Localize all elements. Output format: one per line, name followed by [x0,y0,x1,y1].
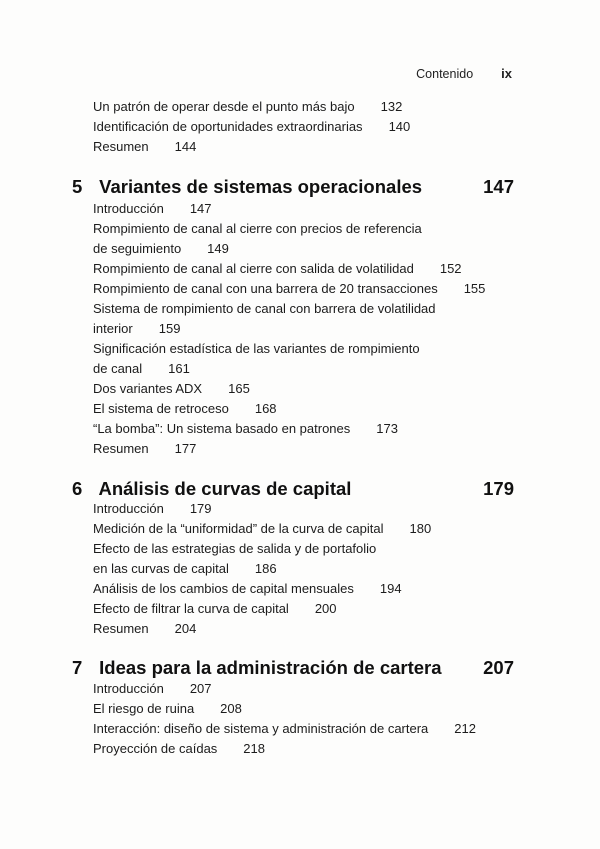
toc-entry [93,439,196,459]
toc-entry-page: 186 [254,561,277,576]
toc-entry-page: 204 [174,621,197,636]
toc-entry [93,579,402,599]
toc-entry [93,739,265,759]
toc-entry [93,259,462,279]
toc-entry [93,137,196,157]
chapter-heading [72,176,514,198]
chapter-page: 207 [483,657,514,678]
toc-entry-text: Introducción [93,681,164,696]
toc-entry [93,219,422,239]
toc-entry-text: Rompimiento de canal con una barrera de 20 transacciones [93,281,438,296]
toc-entry-text: de canal [93,361,143,376]
toc-entry-text: El riesgo de ruina [93,701,195,716]
chapter-number: 6 [72,478,83,499]
chapter-heading [72,657,514,679]
toc-entry-page: 149 [207,241,229,256]
toc-entry-page: 179 [189,501,212,516]
toc-entry-text: Resumen [93,139,149,154]
toc-entry-text: Introducción [93,501,164,516]
toc-entry [93,719,476,739]
toc-entry-page: 173 [376,421,398,436]
toc-entry-text: Identificación de oportunidades extraordinarias [93,119,363,134]
toc-entry-text: Efecto de las estrategias de salida y de portafolio [93,541,377,556]
toc-entry-page: 161 [168,361,190,376]
toc-entry-page: 177 [174,441,197,456]
toc-entry [93,499,212,519]
toc-entry-text: Análisis de los cambios de capital mensuales [93,581,354,596]
toc-entry-text: Introducción [93,201,164,216]
toc-entry-page: 212 [454,721,476,736]
toc-entry-text: Un patrón de operar desde el punto más bajo [93,99,355,114]
toc-entry-text: El sistema de retroceso [93,401,229,416]
toc-entry [93,559,277,579]
chapter-heading [72,478,514,500]
toc-entry-page: 165 [228,381,250,396]
toc-entry-text: “La bomba”: Un sistema basado en patrones [93,421,351,436]
toc-entry-text: Interacción: diseño de sistema y administración de cartera [93,721,429,736]
toc-entry-text: Resumen [93,621,149,636]
toc-entry-text: en las curvas de capital [93,561,229,576]
chapter-page: 147 [483,176,514,197]
page-folio: ix [501,66,512,81]
toc-entry [93,117,410,137]
toc-entry-text: Medición de la “uniformidad” de la curva de capital [93,521,384,536]
toc-entry [93,379,250,399]
toc-entry-text: Dos variantes ADX [93,381,203,396]
toc-entry-page: 152 [439,261,462,276]
toc-entry-page: 180 [409,521,432,536]
toc-entry-page: 140 [388,119,411,134]
toc-entry [93,239,229,259]
chapter-title: Análisis de curvas de capital [98,478,352,499]
running-header-title: Contenido [416,67,474,81]
toc-entry-page: 208 [220,701,242,716]
toc-entry-text: Significación estadística de las variantes de rompimiento [93,341,420,356]
toc-entry [93,679,212,699]
toc-entry-page: 159 [158,321,181,336]
chapter-title: Variantes de sistemas operacionales [99,176,423,197]
toc-entry [93,519,431,539]
toc-entry [93,599,337,619]
toc-entry-page: 168 [254,401,277,416]
toc-entry-text: interior [93,321,133,336]
toc-entry-page: 207 [189,681,212,696]
chapter-title: Ideas para la administración de cartera [99,657,442,678]
toc-entry-text: Rompimiento de canal al cierre con salida de volatilidad [93,261,414,276]
toc-entry [93,619,196,639]
running-header [416,66,512,81]
toc-entry [93,299,436,319]
toc-entry-page: 218 [243,741,265,756]
toc-entry [93,699,242,719]
toc-entry [93,199,212,219]
toc-entry [93,419,398,439]
toc-entry [93,339,420,359]
toc-entry-page: 155 [463,281,486,296]
chapter-number: 7 [72,657,83,678]
toc-entry-page: 144 [174,139,197,154]
toc-entry-text: Efecto de filtrar la curva de capital [93,601,289,616]
toc-entry [93,359,190,379]
toc-entry [93,97,402,117]
chapter-number: 5 [72,176,83,197]
chapter-page: 179 [483,478,514,499]
toc-entry-text: de seguimiento [93,241,182,256]
toc-entry-text: Proyección de caídas [93,741,218,756]
toc-entry [93,539,376,559]
toc-entry-text: Sistema de rompimiento de canal con barrera de volatilidad [93,301,436,316]
toc-entry [93,319,180,339]
toc-entry-text: Rompimiento de canal al cierre con precios de referencia [93,221,422,236]
toc-entry [93,279,485,299]
toc-entry-page: 132 [380,99,403,114]
toc-entry-page: 147 [189,201,212,216]
toc-entry-page: 200 [314,601,337,616]
toc-entry-text: Resumen [93,441,149,456]
toc-entry [93,399,277,419]
toc-entry-page: 194 [379,581,402,596]
